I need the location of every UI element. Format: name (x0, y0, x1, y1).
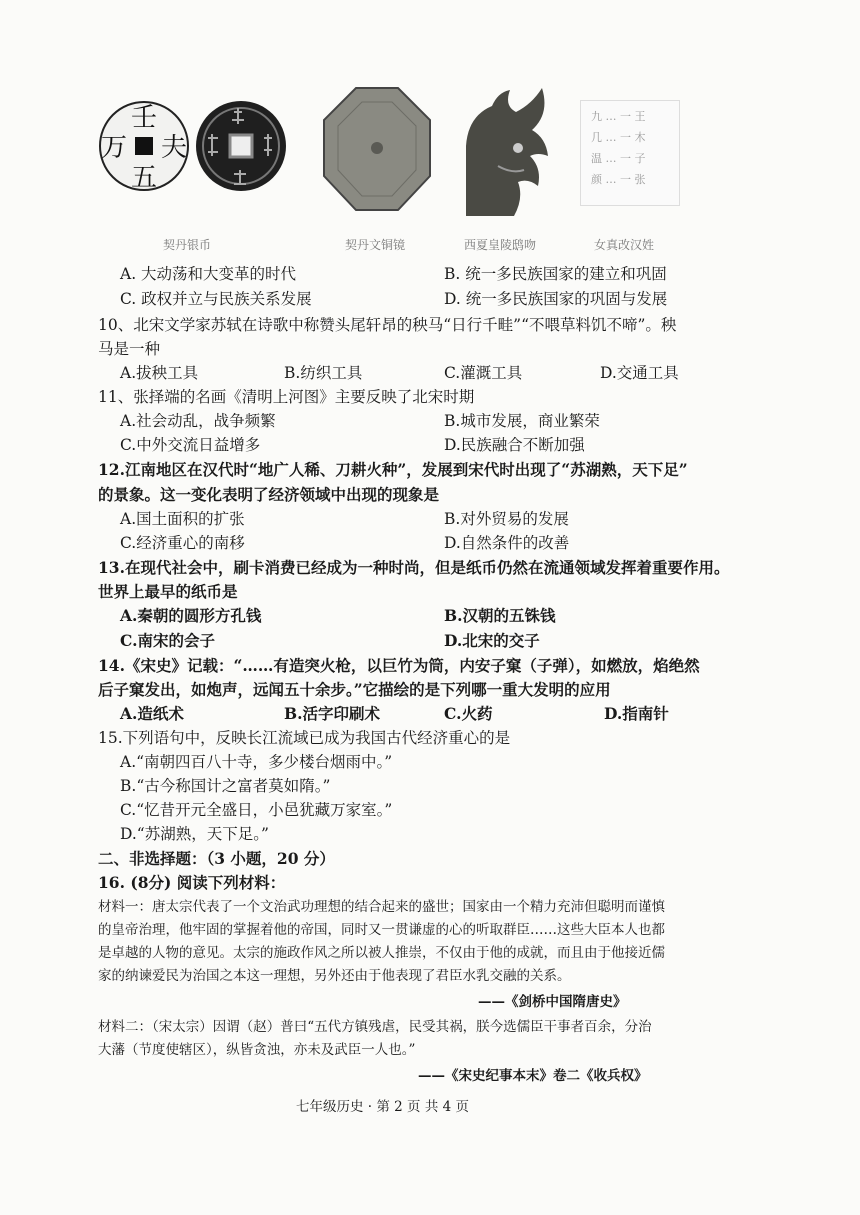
q14-stem-line1: 14.《宋史》记载：“……有造突火枪，以巨竹为筒，内安子窠（子弹），如燃放，焰绝然 (98, 656, 700, 675)
q14-stem-line2: 后子窠发出，如炮声，远闻五十余步。”它描绘的是下列哪一重大发明的应用 (98, 680, 611, 699)
bronze-coin-image (194, 92, 288, 214)
q13-stem-line2: 世界上最早的纸币是 (98, 582, 238, 601)
khitan-bronze-mirror-image (318, 86, 436, 218)
q15-option-c: C.“忆昔开元全盛日，小邑犹藏万家室。” (120, 801, 393, 819)
q9-option-b: B. 统一多民族国家的建立和巩固 (444, 265, 667, 283)
surname-line-2: 几 … 一 木 (591, 131, 646, 144)
coin1-char-left: 万 (100, 133, 128, 163)
q13-option-a: A.秦朝的圆形方孔钱 (120, 606, 262, 625)
surname-line-3: 温 … 一 子 (591, 152, 646, 165)
q12-option-b: B.对外贸易的发展 (444, 510, 569, 528)
q9-option-a: A. 大动荡和大变革的时代 (120, 265, 297, 283)
caption-khitan-mirror: 契丹文铜镜 (345, 238, 406, 252)
q12-stem-line2: 的景象。这一变化表明了经济领域中出现的现象是 (98, 485, 440, 504)
liao-silver-coin-image (98, 92, 190, 214)
western-xia-chiwen-image (458, 86, 560, 218)
q16-material2-line1: 材料二：（宋太宗）因谓（赵）普曰“五代方镇残虐，民受其祸，朕今选儒臣干事者百余，分治 (98, 1019, 652, 1035)
surname-line-1: 九 … 一 王 (591, 110, 646, 123)
section-2-heading: 二、非选择题：（3 小题，20 分） (98, 849, 335, 868)
q9-option-d: D. 统一多民族国家的巩固与发展 (444, 290, 668, 308)
q10-option-c: C.灌溉工具 (444, 364, 523, 382)
caption-liao-silver-coin: 契丹银币 (163, 238, 212, 252)
jurchen-han-surname-table-image (580, 100, 680, 206)
page-footer: 七年级历史 · 第 2 页 共 4 页 (296, 1099, 470, 1115)
q11-stem: 11、张择端的名画《清明上河图》主要反映了北宋时期 (98, 388, 475, 406)
q13-option-d: D.北宋的交子 (444, 631, 540, 650)
q10-stem-line2: 马是一种 (98, 340, 161, 358)
q16-material2-source: ——《宋史纪事本末》卷二《收兵权》 (418, 1068, 648, 1084)
q14-option-b: B.活字印刷术 (284, 704, 380, 723)
q10-option-b: B.纺织工具 (284, 364, 363, 382)
surname-line-4: 颜 … 一 张 (591, 173, 646, 186)
coin1-char-right: 夫 (160, 133, 188, 163)
q16-material1-line3: 是卓越的人物的意见。太宗的施政作风之所以被人推崇，不仅由于他的成就，而且由于他接近儒 (98, 945, 665, 961)
q11-option-c: C.中外交流日益增多 (120, 436, 261, 454)
q10-stem-line1: 10、北宋文学家苏轼在诗歌中称赞头尾轩昂的秧马“日行千畦”“不喂草料饥不啼”。秧 (98, 316, 677, 334)
q11-option-d: D.民族融合不断加强 (444, 436, 585, 454)
q13-option-c: C.南宋的会子 (120, 631, 215, 650)
q12-stem-line1: 12.江南地区在汉代时“地广人稀、刀耕火种”，发展到宋代时出现了“苏湖熟，天下足” (98, 460, 688, 479)
q14-option-d: D.指南针 (604, 704, 669, 723)
q9-option-c: C. 政权并立与民族关系发展 (120, 290, 312, 308)
q16-material2-line2: 大藩（节度使辖区），纵皆贪浊，亦未及武臣一人也。” (98, 1042, 416, 1058)
q16-material1-line1: 材料一：唐太宗代表了一个文治武功理想的结合起来的盛世；国家由一个精力充沛但聪明而谨慎 (98, 899, 665, 915)
q12-option-c: C.经济重心的南移 (120, 534, 245, 552)
coin1-char-bottom: 五 (130, 163, 158, 193)
q16-material1-source: ——《剑桥中国隋唐史》 (478, 994, 627, 1010)
caption-western-xia-chiwen: 西夏皇陵鸱吻 (464, 238, 537, 252)
q15-stem: 15.下列语句中，反映长江流域已成为我国古代经济重心的是 (98, 729, 511, 747)
q14-option-c: C.火药 (444, 704, 493, 723)
q12-option-d: D.自然条件的改善 (444, 534, 570, 552)
coin1-char-top: 壬 (130, 103, 158, 133)
q16-stem: 16. (8分) 阅读下列材料： (98, 873, 286, 892)
q10-option-d: D.交通工具 (600, 364, 679, 382)
q15-option-d: D.“苏湖熟，天下足。” (120, 825, 269, 843)
q10-option-a: A.拔秧工具 (120, 364, 199, 382)
q12-option-a: A.国土面积的扩张 (120, 510, 245, 528)
q13-stem-line1: 13.在现代社会中，刷卡消费已经成为一种时尚，但是纸币仍然在流通领域发挥着重要作用。 (98, 558, 730, 577)
q15-option-a: A.“南朝四百八十寺，多少楼台烟雨中。” (120, 753, 393, 771)
q16-material1-line2: 的皇帝治理，他牢固的掌握着他的帝国，同时又一贯谦虚的心的听取群臣……这些大臣本人也都 (98, 922, 665, 938)
caption-jurchen-surname: 女真改汉姓 (594, 238, 655, 252)
q11-option-a: A.社会动乱，战争频繁 (120, 412, 276, 430)
q16-material1-line4: 家的纳谏爱民为治国之本这一理想，另外还由于他表现了君臣水乳交融的关系。 (98, 968, 571, 984)
q13-option-b: B.汉朝的五铢钱 (444, 606, 556, 625)
q15-option-b: B.“古今称国计之富者莫如隋。” (120, 777, 331, 795)
q11-option-b: B.城市发展，商业繁荣 (444, 412, 600, 430)
q14-option-a: A.造纸术 (120, 704, 184, 723)
